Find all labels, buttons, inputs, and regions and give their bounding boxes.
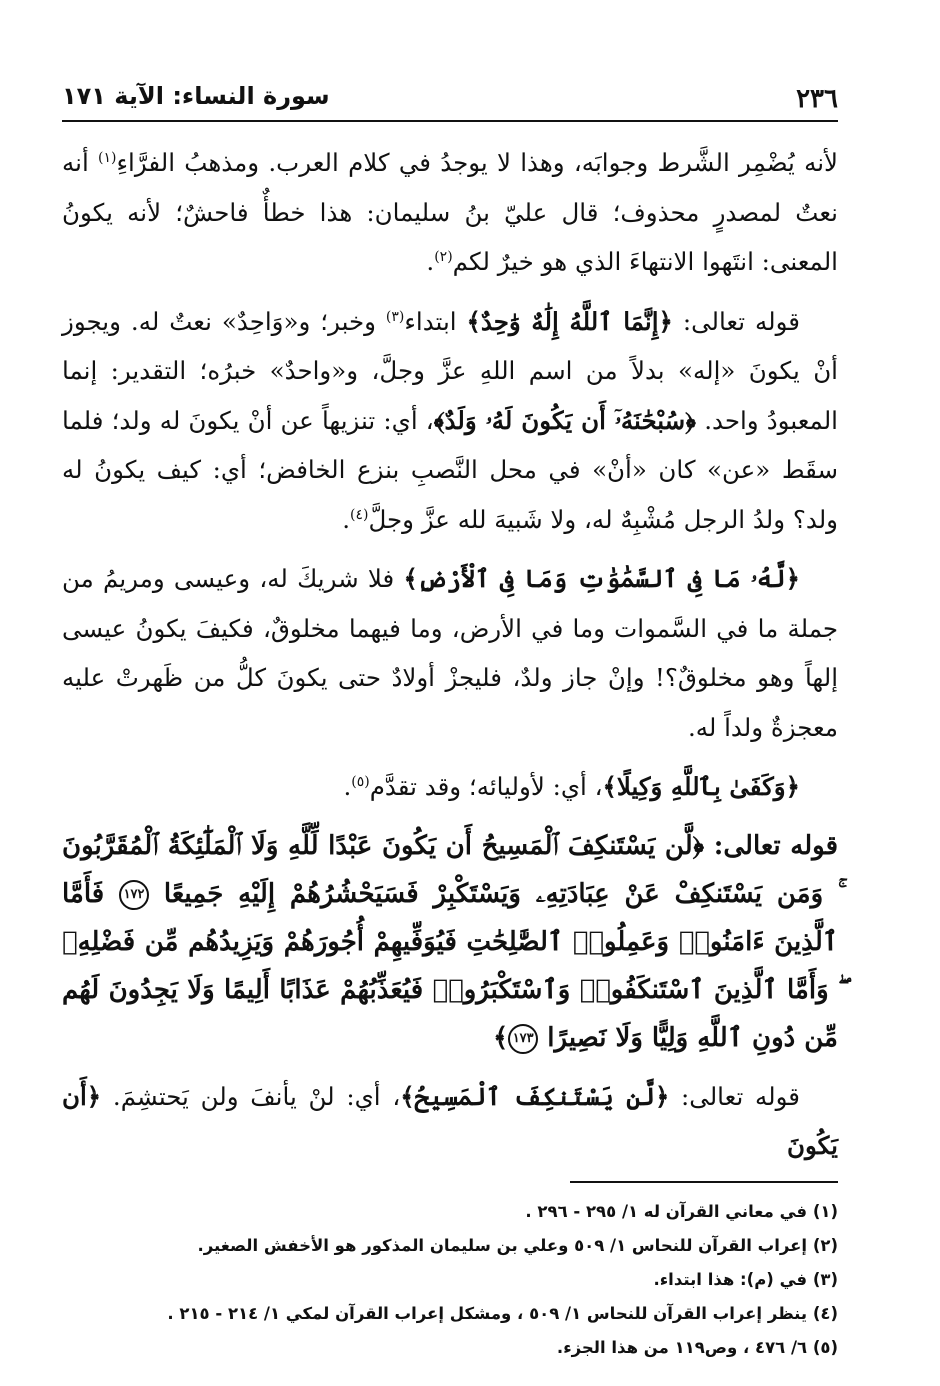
footnote-ref-5[interactable]: (٥) <box>351 773 370 790</box>
footnote-2: (٢) إعراب القرآن للنحاس ١/ ٥٠٩ وعلي بن سليمان المذكور هو الأخفش الصغير. <box>197 1235 838 1255</box>
text-run: لأنه يُضْمِر الشَّرط وجوابَه، وهذا لا يوجدُ في كلام العرب. ومذهبُ الفرَّاءِ <box>116 148 838 177</box>
footnote-3: (٣) في (م): هذا ابتداء. <box>653 1269 838 1289</box>
quran-quote: فَأَمَّا ٱلَّذِينَ ءَامَنُوا۟ وَعَمِلُوا۟ ٱلصَّٰلِحَٰتِ فَيُوَفِّيهِمْ أُجُورَهُمْ وَيَزِيدُهُم مِّن فَضْلِهِۦ ۖ وَأَمَّا ٱلَّذِينَ ٱسْتَنكَفُوا۟ وَٱسْتَكْبَرُوا۟ فَيُعَذِّبُهُمْ عَذَابًا أَلِيمًا وَلَا يَجِدُونَ لَهُم مِّن دُونِ ٱللَّهِ وَلِيًّا وَلَا نَصِيرًا <box>62 878 838 1053</box>
quran-quote: ﴿لَّهُۥ مَا فِى ٱلسَّمَٰوَٰتِ وَمَا فِى ٱلْأَرْضِ﴾ <box>403 564 800 593</box>
footnote-ref-3[interactable]: (٣) <box>385 308 405 325</box>
text-run: قوله تعالى: <box>669 1081 800 1111</box>
quran-quote: ﴿وَكَفَىٰ بِٱللَّهِ وَكِيلًا﴾ <box>602 772 800 801</box>
text-run: أنه نعتٌ لمصدرٍ محذوف؛ قال عليّ بنُ سليمان: هذا خطأٌ فاحشٌ؛ لأنه يكونُ المعنى: انتَهوا الانتهاءَ الذي هو خيرٌ لكم <box>62 148 838 276</box>
text-run: ، أي: لأوليائه؛ وقد تقدَّم <box>369 772 603 801</box>
paragraph-4 <box>62 762 838 812</box>
text-run: ابتداء <box>404 306 467 336</box>
text-run: وخبر؛ و«وَاحِدٌ» نعتٌ له. ويجوز أنْ يكونَ «إله» بدلاً من اسم اللهِ عزَّ وجلَّ، و«واحدٌ» خبرُه؛ التقدير: إنما المعبودُ واحد. <box>62 306 838 435</box>
page-number: ٢٣٦ <box>796 84 838 114</box>
footnote-ref-1[interactable]: (١) <box>98 149 117 166</box>
verse-block <box>62 822 838 1062</box>
footnote-5: (٥) ٦/ ٤٧٦ ، وص١١٩ من هذا الجزء. <box>556 1337 838 1357</box>
quran-quote: ﴿أَن يَكُونَ <box>62 1081 838 1160</box>
text-run: . <box>343 772 352 801</box>
page-header <box>62 78 838 122</box>
paragraph-2 <box>62 297 838 545</box>
paragraph-6 <box>62 1072 838 1171</box>
book-page <box>62 78 838 1368</box>
footnote-ref-4[interactable]: (٤) <box>349 506 369 523</box>
quran-quote: ﴿لَّن يَسْتَنكِفَ ٱلْمَسِيحُ﴾ <box>400 1081 670 1111</box>
quran-quote: ﴿لَّن يَسْتَنكِفَ ٱلْمَسِيحُ أَن يَكُونَ عَبْدًا لِّلَّهِ وَلَا ٱلْمَلَٰٓئِكَةُ ٱلْمُقَرَّبُونَ ۚ وَمَن يَسْتَنكِفْ عَنْ عِبَادَتِهِۦ وَيَسْتَكْبِرْ فَسَيَحْشُرُهُمْ إِلَيْهِ جَمِيعًا <box>62 830 838 909</box>
quran-quote: ﴿سُبْحَٰنَهُۥٓ أَن يَكُونَ لَهُۥ وَلَدٌ﴾ <box>433 405 697 435</box>
text-run: فلا شريكَ له، وعيسى ومريمُ من جملة ما في السَّموات وما في الأرض، وما فيهما مخلوقٌ، فكيفَ يكونُ عيسى إلهاً وهو مخلوقٌ؟! وإنْ جاز ولدٌ، فليجزْ أولادٌ حتى يكونَ كلُّ من ظَهرتْ عليه معجزةٌ ولداً له. <box>62 564 838 742</box>
paragraph-3 <box>62 554 838 752</box>
running-title: سورة النساء: الآية ١٧١ <box>62 82 330 110</box>
footnote-1: (١) في معاني القرآن له ١/ ٢٩٥ - ٢٩٦ . <box>525 1201 838 1221</box>
text-run: . <box>426 247 435 276</box>
footnote-separator <box>570 1181 838 1183</box>
text-run: ، أي: تنزيهاً عن أنْ يكونَ له ولد؛ فلما سقَط «عن» كان «أنْ» في محل النَّصبِ بنزع الخافض؛ أي: كيف يكونُ له ولد؟ ولدُ الرجل مُشْبِهٌ له، ولا شَبيهَ لله عزَّ وجلَّ <box>62 405 838 534</box>
text-run: ، أي: لنْ يأنفَ ولن يَحتشِمَ. <box>101 1081 401 1111</box>
verse-label: قوله تعالى: <box>704 830 838 861</box>
quran-bracket: ﴾ <box>492 1022 509 1053</box>
ayah-number-marker: ١٧٣ <box>508 1024 538 1054</box>
main-text <box>62 138 838 1171</box>
footnote-4: (٤) ينظر إعراب القرآن للنحاس ١/ ٥٠٩ ، ومشكل إعراب القرآن لمكي ١/ ٢١٤ - ٢١٥ . <box>167 1303 838 1323</box>
text-run: . <box>342 504 350 534</box>
footnote-ref-2[interactable]: (٢) <box>434 248 453 265</box>
paragraph-1 <box>62 138 838 287</box>
ayah-number-marker: ١٧٢ <box>119 880 149 910</box>
quran-quote: ﴿إِنَّمَا ٱللَّهُ إِلَٰهٌ وَٰحِدٌ﴾ <box>466 306 673 336</box>
footnotes <box>62 1195 838 1365</box>
text-run: قوله تعالى: <box>672 306 800 336</box>
